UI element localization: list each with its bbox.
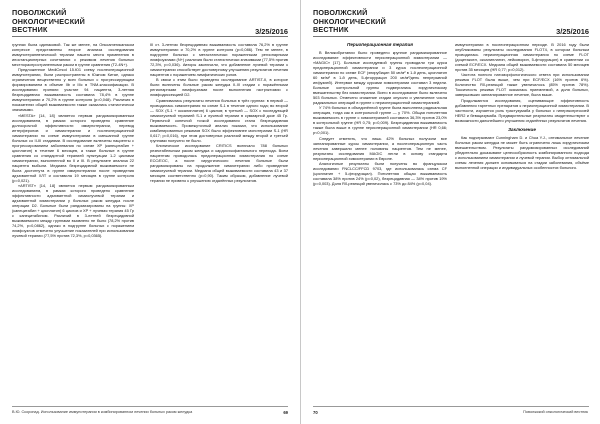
brand-line: ПОВОЛЖСКИЙ (313, 8, 368, 17)
paragraph: «ARTIST» [14, 18] является первым рандомизированным исследованием, в рамках которого проведено сравнение эффективности адъювантной химиолучевой терапии и адъювантной химиотерапии у больных раком желудка после операции D2. Больные были рандомизированы на группы: XP (капецитабин + цисплатин) 6 циклов и XP + лучевая терапия 45 Гр с капецитабином. Различий в 3-летней безрецидивной выживаемости между группами выявлено не было (78,2% против 74,2%, p=0,0862), однако в подгруппе больных с поражением лимфоузлов отмечено улучшение показателей при использовании лучевой терапии (77,5% против 72,3%, p=0,0365). (12, 183, 134, 239)
section-heading: Периоперационная терапия (347, 42, 413, 47)
right-header (313, 9, 589, 43)
paragraph: Следует отметить, что лишь 42% больных получили все запланированные курсы химиотерапии, а послеоперационную часть лечения завершили менее половины пациентов. Тем не менее, результаты исследования MAGIC легли в основу стандарта периоперационной химиотерапии в Европе. (313, 135, 447, 161)
paragraph: У 74% больных в объединённой группе была выполнена радикальная операция, тогда как в контрольной группе — у 70%. Общая пятилетняя выживаемость в группе с химиотерапией составила 36,3% против 23,0% в контрольной группе (HR 0,75; p=0,009). Безрецидивная выживаемость также была выше в группе периоперационной химиотерапии (HR 0,66; p<0,001). (313, 105, 447, 136)
brand-line: ВЕСТНИК (12, 25, 48, 35)
footer-divider (12, 406, 288, 407)
left-column-2 (150, 42, 288, 404)
paragraph: Аналогичные результаты были получены во французском исследовании FNCLCC/FFCD 9703, где использовалась схема CF (цисплатин + 5-фторурацил). Пятилетняя общая выживаемость составила 38% против 24% (p=0,02), безрецидивная — 34% против 19% (p=0,003). Доля R0-резекций увеличилась с 73% до 84% (p=0,04). (313, 161, 447, 187)
right-page (300, 0, 600, 424)
paragraph: Сравнивались результаты лечения больных в трёх группах: в первой — проводилась химиотерапия по схеме S-1 в течение одного года; во второй — SOX (S-1 + оксалиплатин) 6 циклов; в третьей — SOX с последующей химиолучевой терапией S-1 и лучевой терапии в суммарной дозе 45 Гр. Первичной конечной точкой исследования стала безрецидивная выживаемость. Промежуточный анализ показал, что использование комбинированных режимов SOX было эффективнее монотерапии S-1 (HR 0,617; p=0,016), при этом достоверных различий между второй и третьей группами получено не было. (150, 97, 288, 143)
paragraph: В связи с этим было проведено исследование ARTIST-II, в которое были включены больные раком желудка II-III стадии с поражёнными регионарными лимфоузлами после выполнения гастрэктомии с лимфодиссекцией D2. (150, 77, 288, 98)
paragraph: Частота полного патоморфологического ответа при использовании режима FLOT была выше, чем при ECF/ECX (16% против 6%). Количество R0-резекций также увеличилось (85% против 78%). Токсичность режима FLOT оказалась приемлемой, а доля больных, завершивших запланированное лечение, была выше. (455, 72, 589, 98)
paragraph: иммунотерапии в послеоперационном периоде. В 2016 году были опубликованы результаты исследования FLOT4, в котором больным проводилась периоперационная химиотерапия по схеме FLOT (доцетаксел, оксалиплатин, лейковорин, 5-фторурацил) в сравнении со схемой ECF/ECX. Медиана общей выживаемости составила 50 месяцев против 35 месяцев (HR 0,77; p=0,012). (455, 42, 589, 72)
issue-number: 3/25/2016 (556, 27, 589, 36)
page-number: 69 (283, 410, 288, 415)
paragraph: группах была одинаковой. Так же менее, на Онкоamerиканском конгрессе представлены второе анализа исследования иммунотерапевтической терапии нашего места применения в иностанционерных сочетаниях с режимом лечения больных местнораспространенными раком в группе сравнения (T2-4N+). (12, 42, 134, 67)
right-column-2 (455, 42, 589, 404)
header-divider (12, 36, 288, 37)
page-number: 70 (313, 410, 318, 415)
issue-number: 3/25/2016 (255, 27, 288, 36)
header-divider (313, 36, 589, 37)
paragraph: Как подчеркивают Cunningham D. и Chua Y.J., оптимальное лечение больных раком желудка не может быть ограничено лишь хирургическим вмешательством. Результаты рандомизированных исследований убедительно доказывают целесообразность комбинированного подхода с использованием химиотерапии и лучевой терапии. Выбор оптимальной схемы лечения должен основываться на стадии заболевания, объёме выполненной операции и индивидуальных особенностях больного. (455, 134, 589, 170)
paragraph: «MESTA» [14, 18] является первым рандомизированным исследованием, в рамках которого проведено сравнение долгосрочной эффективности иммунотерапии, перевод интерферонов и химиотерапии и послеоперационной химиотерапии по схеме иммунотерапии в смешанной группе больных со II-III стадиями. В исследование включены пациенты с прогрессированием заболевания по схеме XP (капецитабин + цисплатин) в течение 6 месяцев, а также больные в группе сравнения со стандартной терапией пунктуации 1-2 циклами химиотерапии, выполненной во II и III. В результате анализа 22 пациента выбыли. Медиана безрецидивной выживаемости не была достигнута в группе иммунотерапии после проведения адъювантной ХЛТ и составила 19 месяцев в группе контроля (p=0,021). (12, 112, 134, 183)
paragraph: Продолжаются исследования, оценивающие эффективность добавления таргетных препаратов к периоперационной химиотерапии. В частности, изучается роль трастузумаба у больных с гиперэкспрессией HER2 и бевацизумаба. Предварительные результаты свидетельствуют о возможности дальнейшего улучшения отдалённых результатов лечения. (455, 97, 589, 123)
brand-line: ОНКОЛОГИЧЕСКИЙ (12, 16, 86, 26)
running-footer: В.Ю. Скоропад. Использование иммунотерапии в комбинированном лечении больных раком желудка (12, 410, 193, 414)
paragraph: III ст. 3-летняя безрецидивная выживаемость составила 76,2% в группе иммунотерапии и 70,2% в группе контроля (p=0,086). Тем не менее, в подгруппе больных с метастатически пораженными регионарными лимфоузлами (N+) различия были статистически значимыми (77,5% против 72,3%, p=0,036). Авторы заключили, что добавление лучевой терапии к химиотерапии способствует достоверному улучшению результатов лечения пациентов с поражением лимфатических узлов. (150, 42, 288, 77)
brand-line: ОНКОЛОГИЧЕСКИЙ (313, 16, 387, 26)
paragraph: Клиническое исследование CRITICS включало 788 больных резектабельным раком желудка и кардиоэзофагеального перехода. Всем пациентам проводилась предоперационная химиотерапия по схеме ECC/EOC, а после хирургического лечения больные были рандомизированы на продолжение химиотерапии либо проведение химиолучевой терапии. Медиана общей выживаемости составила 43 и 37 месяцев соответственно (p=0,90). Таким образом, добавление лучевой терапии не привело к улучшению отдалённых результатов. (150, 143, 288, 184)
brand-line: ВЕСТНИК (313, 25, 349, 35)
running-footer: Поволжский онкологический вестник (523, 410, 588, 414)
right-column-1 (313, 42, 447, 404)
footer-divider (313, 406, 589, 407)
journal-brand (12, 9, 85, 35)
paragraph: Предложенное MediCmod 15.Ю1 схему послеоперационной иммунотерапии, были распространены в Южном Китае, однако ограничения вещественно у всех больных с прогрессирующим формированием в объеме IIb и IIIc в TNM-классификации. В исследовании приняли участие 94 пациента, 3-летняя безрецидивная выживаемость составила 78,4% в группе иммунотерапии и 70,2% в группе контроля (p=0,048). Различия в показателях общей выживаемости также оказались статистически значимыми. (12, 67, 134, 113)
left-header (12, 9, 288, 43)
conclusion-heading: Заключение (508, 126, 536, 132)
paragraph: В Великобритании было проведено крупное рандомизированное исследование эффективности периоперационной химиотерапии — «MAGIC» [17]. Больные исследуемой группы проводили три курса предоперационной химиотерапии и 3 курса послеоперационной химиотерапии по схеме ECF (эпирубицин 50 мг/м² в 1-й день, цисплатин 60 мг/м² в 1-й день, 5-фторурацил 200 мг/м²/день непрерывной инфузией). Интервал между курсами химиотерапии составил 3 недели. Больные контрольной группы подвергались хирургическому вмешательству без химиотерапии. Всего в исследование было включено 503 больных. Отмечено снижение стадии опухоли и увеличение числа радикальных операций в группе с периоперационной химиотерапией. (313, 50, 447, 105)
brand-line: ПОВОЛЖСКИЙ (12, 8, 67, 17)
left-column-1 (12, 42, 134, 404)
journal-brand (313, 9, 386, 35)
